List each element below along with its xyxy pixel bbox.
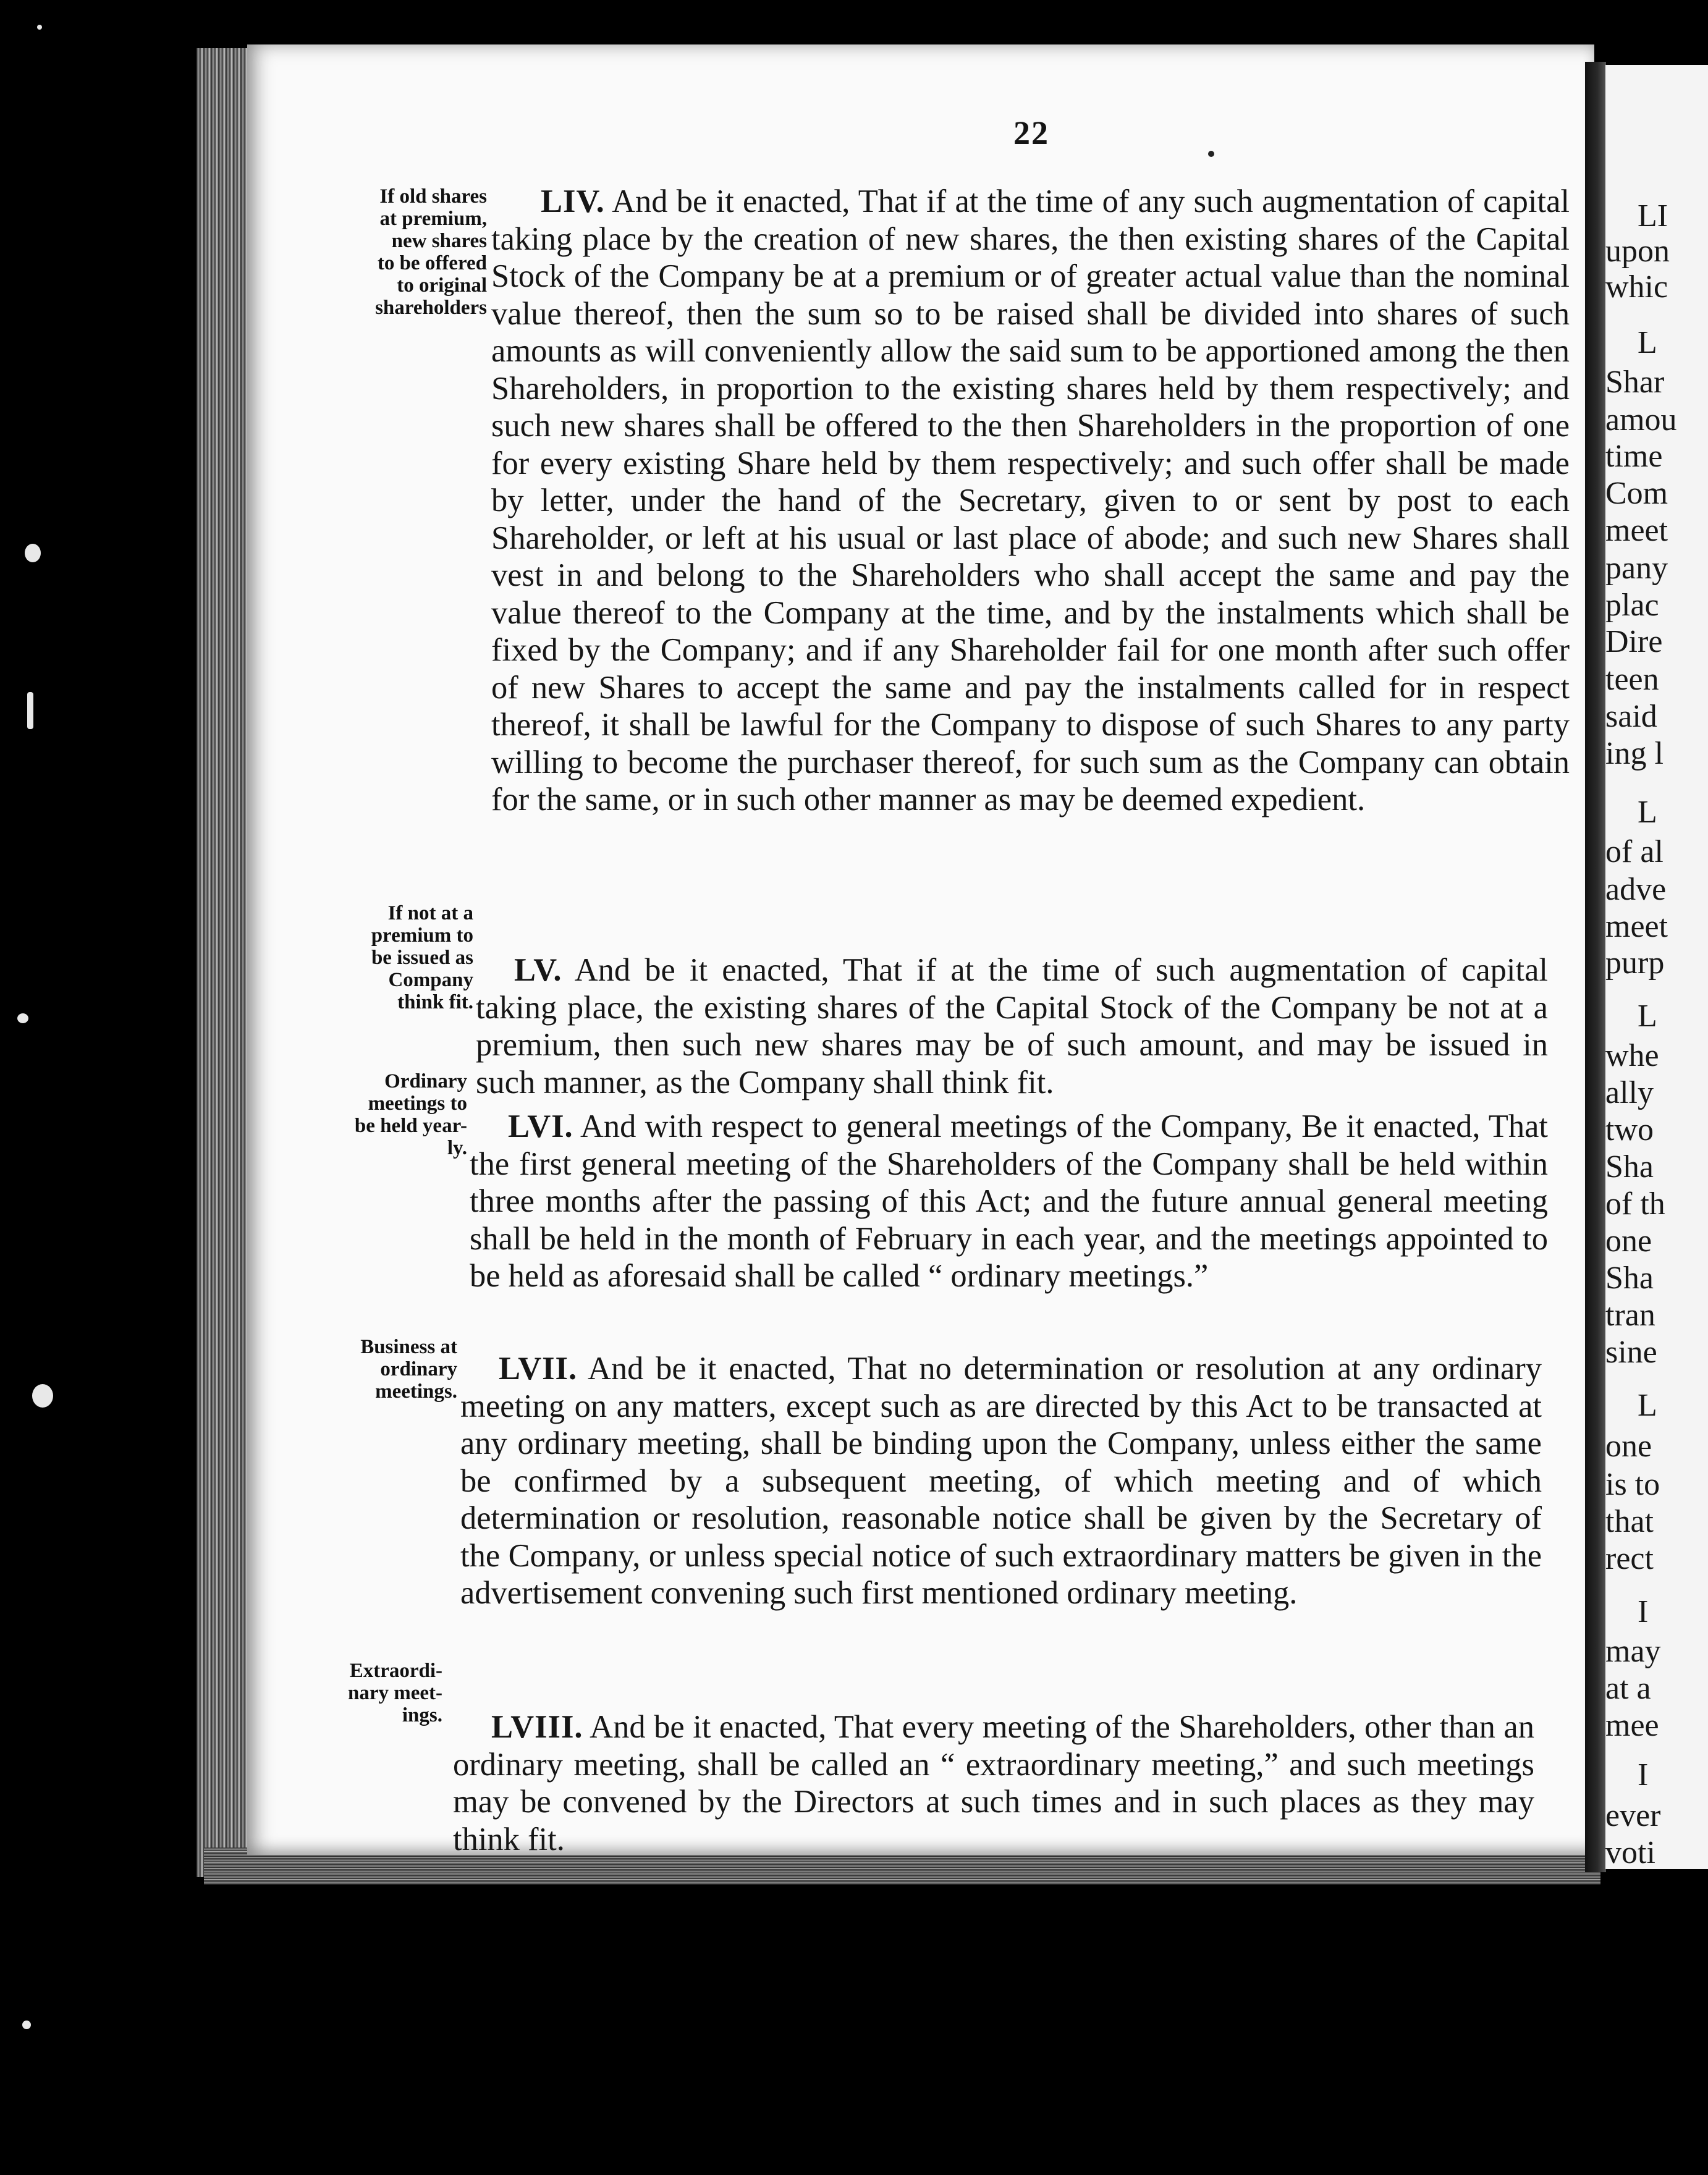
scan-speck xyxy=(32,1384,53,1408)
ink-dot xyxy=(1208,151,1214,157)
scan-speck xyxy=(37,25,42,30)
page-number: 22 xyxy=(1013,114,1049,151)
scan-speck xyxy=(27,692,33,729)
section-lvii xyxy=(460,1350,1542,1612)
fragment-line: L xyxy=(1638,999,1657,1034)
fragment-line: said xyxy=(1605,699,1657,734)
fragment-line: teen xyxy=(1605,662,1659,697)
fragment-line: is to xyxy=(1605,1467,1660,1502)
fragment-line: rect xyxy=(1605,1541,1654,1576)
fragment-line: whe xyxy=(1605,1038,1659,1073)
fragment-line: meet xyxy=(1605,909,1668,944)
section-text: And with respect to general meetings of the Company, Be it enacted, That the first general meeting of the Shareholders of the Company shall be held within three months after the passing of this Act; and the future annual general meeting shall be held in the month of February in each year, and the meetings appointed to be held as aforesaid shall be called “ ordinary meetings.” xyxy=(470,1109,1548,1294)
fragment-line: of al xyxy=(1605,834,1664,869)
section-numeral: LIV. xyxy=(541,184,605,219)
fragment-line: whic xyxy=(1605,269,1668,305)
section-lvi xyxy=(470,1108,1548,1295)
fragment-line: ally xyxy=(1605,1075,1654,1110)
fragment-line: one xyxy=(1605,1429,1652,1464)
section-lv xyxy=(476,952,1548,1101)
margin-note-business: Business at ordinary meetings. xyxy=(360,1336,457,1403)
fragment-line: purp xyxy=(1605,945,1665,981)
book-gutter xyxy=(1585,62,1606,1872)
fragment-line: plac xyxy=(1605,588,1659,623)
scan-speck xyxy=(25,544,41,562)
section-text: And be it enacted, That no determination or resolution at any ordinary meeting on any matters, except such as are directed by this Act to be transacted at any ordinary meeting, shall be binding upon the Company, unless either the same be confirmed by a subsequent meeting, of which meeting and of which determination or resolution, reasonable notice shall be given by the Secretary of the Company, or unless special notice of such extraordinary matters be given in the advertisement convening such first mentioned ordinary meeting. xyxy=(460,1351,1542,1611)
fragment-line: ever xyxy=(1605,1798,1661,1833)
fragment-line: ing l xyxy=(1605,736,1664,771)
margin-note-extraordinary: Extraordi- nary meet- ings. xyxy=(347,1660,442,1726)
fragment-line: I xyxy=(1638,1594,1649,1629)
margin-note-old-shares: If old shares at premium, new shares to be offered to original shareholders xyxy=(375,185,487,319)
scan-speck xyxy=(22,2021,31,2029)
fragment-line: that xyxy=(1605,1504,1654,1539)
fragment-line: Sha xyxy=(1605,1261,1654,1296)
section-numeral: LV. xyxy=(514,952,562,988)
fragment-line: I xyxy=(1638,1757,1649,1793)
fragment-line: L xyxy=(1638,795,1657,830)
section-text: And be it enacted, That if at the time of such augmentation of capital taking place, the existing shares of the Capital Stock of the Company be not at a premium, then such new shares may be of such amount, and may be issued in such manner, as the Company shall think fit. xyxy=(476,952,1548,1100)
fragment-line: Sha xyxy=(1605,1149,1654,1185)
fragment-line: mee xyxy=(1605,1708,1659,1743)
book-page-edges xyxy=(197,48,253,1877)
fragment-line: two xyxy=(1605,1112,1654,1147)
fragment-line: one xyxy=(1605,1223,1652,1259)
section-text: And be it enacted, That every meeting of the Shareholders, other than an ordinary meeting, shall be called an “ extraordinary meeting,” and such meetings may be convened by the Directors at such times and in such places as they may think fit. xyxy=(453,1709,1534,1857)
fragment-line: Shar xyxy=(1605,365,1665,400)
fragment-line: L xyxy=(1638,1388,1657,1423)
section-numeral: LVI. xyxy=(508,1109,573,1144)
fragment-line: meet xyxy=(1605,513,1668,548)
fragment-line: of th xyxy=(1605,1186,1665,1222)
section-liv xyxy=(491,183,1570,819)
fragment-line: upon xyxy=(1605,234,1670,269)
margin-note-ordinary-meetings: Ordinary meetings to be held year- ly. xyxy=(354,1070,467,1159)
fragment-line: tran xyxy=(1605,1298,1655,1333)
fragment-line: may xyxy=(1605,1634,1661,1669)
section-numeral: LVII. xyxy=(499,1351,578,1387)
fragment-line: at a xyxy=(1605,1671,1651,1706)
fragment-line: pany xyxy=(1605,551,1668,586)
fragment-line: Dire xyxy=(1605,624,1663,659)
scan-speck xyxy=(17,1013,28,1023)
section-numeral: LVIII. xyxy=(491,1709,583,1745)
right-page-fragment xyxy=(1605,65,1708,1869)
margin-note-not-at-premium: If not at a premium to be issued as Company think fit. xyxy=(371,902,473,1013)
fragment-line: amou xyxy=(1605,402,1677,437)
fragment-line: LI xyxy=(1638,198,1668,234)
fragment-line: L xyxy=(1638,325,1657,360)
fragment-line: Com xyxy=(1605,476,1668,511)
fragment-line: adve xyxy=(1605,872,1667,907)
fragment-line: sine xyxy=(1605,1335,1657,1370)
fragment-line: voti xyxy=(1605,1835,1655,1869)
fragment-line: time xyxy=(1605,439,1663,474)
section-text: And be it enacted, That if at the time of any such augmentation of capital taking place by the creation of new shares, the then existing shares of the Capital Stock of the Company be at a premium or of greater actual value than the nominal value thereof, then the sum so to be raised shall be divided into shares of such amounts as will conveniently allow the said sum to be apportioned among the then Shareholders, in proportion to the existing shares held by them respectively; and such new shares shall be offered to the then Shareholders in the proportion of one for every existing Share held by them respectively; and such offer shall be made by letter, under the hand of the Secretary, given to or sent by post to each Shareholder, or left at his usual or last place of abode; and such new Shares shall vest in and belong to the Shareholders who shall accept the same and pay the value thereof to the Company at the time, and by the instalments which shall be fixed by the Company; and if any Shareholder fail for one month after such offer of new Shares to accept the same and pay the instalments called for in respect thereof, it shall be lawful for the Company to dispose of such Shares to any party willing to become the purchaser thereof, for such sum as the Company can obtain for the same, or in such other manner as may be deemed expedient. xyxy=(491,184,1570,817)
section-lviii xyxy=(453,1708,1534,1858)
